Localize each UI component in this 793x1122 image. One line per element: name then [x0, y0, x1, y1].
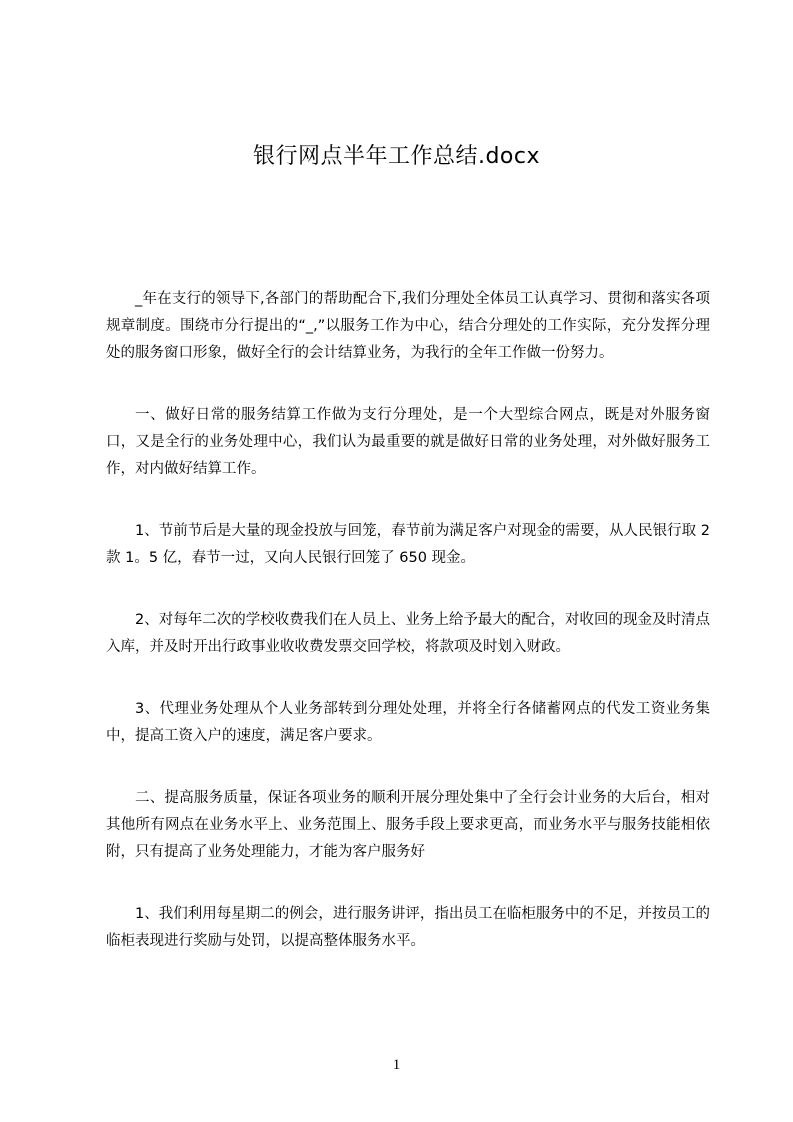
paragraph-item-1-meeting: 1、我们利用每星期二的例会，进行服务讲评，指出员工在临柜服务中的不足，并按员工的临柜表现进行奖励与处罚，以提高整体服务水平。: [106, 906, 710, 949]
paragraph-item-2-school-fees: 2、对每年二次的学校收费我们在人员上、业务上给予最大的配合，对收回的现金及时清点入库，并及时开出行政事业收收费发票交回学校，将款项及时划入财政。: [106, 612, 710, 655]
document-body: [106, 286, 710, 990]
paragraph-item-1-cash: 1、节前节后是大量的现金投放与回笼，春节前为满足客户对现金的需要，从人民银行取 2 款 1。5 亿，春节一过，又向人民银行回笼了 650 现金。: [106, 523, 710, 566]
paragraph-item-3-agency: 3、代理业务处理从个人业务部转到分理处处理，并将全行各储蓄网点的代发工资业务集中，提高工资入户的速度，满足客户要求。: [106, 701, 710, 744]
paragraph-section-two: 二、提高服务质量，保证各项业务的顺利开展分理处集中了全行会计业务的大后台，相对其他所有网点在业务水平上、业务范围上、服务手段上要求更高，而业务水平与服务技能相依附，只有提高了业务处理能力，才能为客户服务好: [106, 790, 710, 860]
document-title: 银行网点半年工作总结.docx: [252, 144, 541, 169]
page-number: 1: [392, 1057, 401, 1073]
paragraph-intro: _年在支行的领导下,各部门的帮助配合下,我们分理处全体员工认真学习、贯彻和落实各项规章制度。围绕市分行提出的“_,”以服务工作为中心，结合分理处的工作实际，充分发挥分理处的服务窗口形象，做好全行的会计结算业务，为我行的全年工作做一份努力。: [106, 291, 710, 361]
paragraph-section-one: 一、做好日常的服务结算工作做为支行分理处，是一个大型综合网点，既是对外服务窗口，又是全行的业务处理中心，我们认为最重要的就是做好日常的业务处理，对外做好服务工作，对内做好结算工作。: [106, 407, 710, 477]
